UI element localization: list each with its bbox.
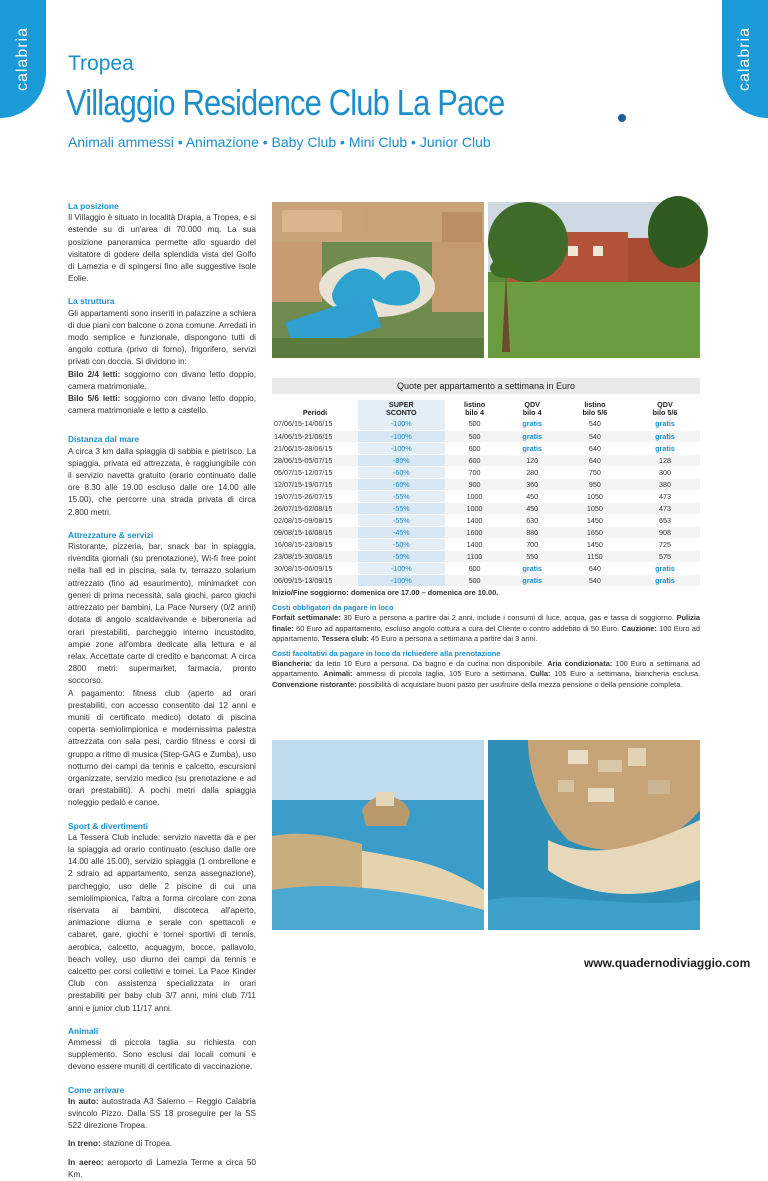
region-label: calabria — [14, 26, 31, 92]
table-cell: 21/06/15-28/06/15 — [272, 442, 358, 454]
coast-photo — [272, 740, 484, 930]
table-cell: 600 — [445, 442, 505, 454]
table-row — [272, 550, 700, 562]
table-cell: 500 — [445, 574, 505, 586]
table-cell: 500 — [445, 418, 505, 430]
table-cell: -50% — [358, 550, 445, 562]
table-cell: 540 — [560, 418, 630, 430]
price-table-caption: Quote per appartamento a settimana in Euro — [272, 378, 700, 394]
table-cell: gratis — [505, 418, 560, 430]
table-cell: 640 — [560, 562, 630, 574]
table-cell: 28/06/15-05/07/15 — [272, 454, 358, 466]
notes-section — [272, 588, 700, 690]
table-cell: 30/08/15-06/09/15 — [272, 562, 358, 574]
website-link[interactable]: www.quadernodiviaggio.com — [584, 956, 751, 970]
price-table-header: listino bilo 4 — [463, 400, 486, 417]
table-row — [272, 418, 700, 430]
table-row — [272, 466, 700, 478]
table-row — [272, 502, 700, 514]
table-cell: 908 — [630, 526, 700, 538]
table-cell: 1000 — [445, 502, 505, 514]
table-cell: 1050 — [560, 490, 630, 502]
table-cell: 12/07/15-19/07/15 — [272, 478, 358, 490]
section-text: La Tessera Club include: servizio navetta da e per la spiaggia ad orario continuato (escluso dalle ore 14.00 alle 15.00), servizio spiaggia (1 ombrellone e 2 sdraio ad appartamento, senza assegnazione), parcheggio, uso delle 2 piscine di cui una semiolimpionica, l'altra a forma circolare con zona riservata ai bambini, discoteca all'aperto, animazione diurna e serale con spettacoli e cabaret, gare, giochi e tornei sportivi di tennis, aerobica, calcetto, acquagym, bocce, pallavolo, beach volley, uso diurno dei campi da tennis e calcetto per corsi collettivi e tornei. La Pace Kinder Club con assistenza specializzata in orari prestabiliti per baby club 3/7 anni, mini club 7/11 anni e junior club 11/17 anni. — [68, 832, 256, 1013]
table-cell: 23/08/15-30/08/15 — [272, 550, 358, 562]
table-cell: 1050 — [560, 502, 630, 514]
section-title: La posizione — [68, 201, 119, 211]
page-subtitle: Animali ammessi • Animazione • Baby Club • Mini Club • Junior Club — [68, 134, 491, 150]
table-row — [272, 442, 700, 454]
table-cell: 540 — [560, 430, 630, 442]
table-cell: 630 — [505, 514, 560, 526]
section-title: Attrezzature & servizi — [68, 529, 154, 540]
section-text: Bilo 5/6 letti: soggiorno con divano letto doppio, camera matrimoniale e letto a castello. — [68, 394, 256, 416]
notes-text: Biancheria: da letto 10 Euro a persona. Da bagno e da cucina non disponibile. Aria condizionata: 100 Euro a settimana ad appartamento. Animali: ammessi di piccola taglia, 105 Euro a settimana. Culla: 105 Euro a settimana, biancheria esclusa. Convenzione ristorante: possibilità di acquistare buoni pasto per usufruire della mezza pensione o della pensione completa. — [272, 659, 700, 689]
table-cell: 700 — [445, 466, 505, 478]
pool-aerial-photo — [272, 202, 484, 358]
section-title: Sport & divertimenti — [68, 820, 149, 831]
table-cell: -60% — [358, 466, 445, 478]
table-cell: 1150 — [560, 550, 630, 562]
table-cell: -55% — [358, 502, 445, 514]
table-cell: -100% — [358, 430, 445, 442]
table-cell: 1600 — [445, 526, 505, 538]
table-row — [272, 490, 700, 502]
table-cell: 540 — [560, 574, 630, 586]
notes-title: Costi facoltativi da pagare in loco da richiedere alla prenotazione — [272, 649, 501, 659]
table-cell: 128 — [630, 454, 700, 466]
table-cell: gratis — [630, 574, 700, 586]
table-row — [272, 430, 700, 442]
section-text: Ristorante, pizzeria, bar, snack bar in spiaggia, rivendita giornali (su prenotazione), Wi-fi free point nella hall ed in piscina, sala tv, terrazzo solarium attrezzato (fino ad esaurimento), minimarket con generi di prima necessità, sala giochi, parco giochi attrezzato per bambini, La Pace Nursery (0/2 anni) dotata di angolo scaldavivande e biberoneria ad orari prestabiliti, parcheggio interno incustodito, ampie zone all'ombra dedicate alla lettura e al relax. Accettate carte di credito e bancomat. A circa 2800 metri: supermarket, farmacia, pronto soccorso. — [68, 542, 256, 686]
table-cell: 600 — [445, 562, 505, 574]
table-cell: 07/06/15-14/06/15 — [272, 418, 358, 430]
table-cell: 1000 — [445, 490, 505, 502]
table-cell: 1650 — [560, 526, 630, 538]
table-cell: 900 — [445, 478, 505, 490]
table-cell: 500 — [445, 430, 505, 442]
section-text: In aereo: aeroporto di Lamezia Terme a circa 50 Km. — [68, 1157, 256, 1179]
table-cell: -80% — [358, 454, 445, 466]
section-text: A circa 3 km dalla spiaggia di sabbia e pietrisco. La spiaggia, privata ed attrezzata, è raggiungibile con il servizio navetta gratuito (orario continuato dalle ore 8.30 alle 19.00 escluso dalle ore 14.00 alle 15.00), che percorre una strada privata di circa 2.800 metri. — [68, 446, 256, 517]
section-text: In treno: stazione di Tropea. — [68, 1139, 173, 1149]
section-title: Come arrivare — [68, 1084, 125, 1095]
notes-text: Forfait settimanale: 30 Euro a persona a partire dai 2 anni, include i consumi di luce, acqua, gas e tassa di soggiorno. Pulizia finale: 60 Euro ad appartamento, escluso angolo cottura a cura del Cliente o contro addebito di 50 Euro. Cauzione: 100 Euro ad appartamento. Tessera club: 45 Euro a persona a settimana a partire dai 3 anni. — [272, 613, 700, 643]
table-cell: 16/08/15-23/08/15 — [272, 538, 358, 550]
garden-photo — [488, 202, 700, 358]
table-cell: 300 — [630, 466, 700, 478]
stay-times: Inizio/Fine soggiorno: domenica ore 17.00 – domenica ore 10.00. — [272, 588, 499, 597]
calabria-map-icon — [596, 10, 706, 185]
table-cell: 280 — [505, 466, 560, 478]
region-tab-right — [722, 0, 768, 118]
table-cell: 1100 — [445, 550, 505, 562]
table-cell: 06/09/15-13/09/15 — [272, 574, 358, 586]
table-cell: 653 — [630, 514, 700, 526]
table-cell: 09/08/15-16/08/15 — [272, 526, 358, 538]
price-table-panel — [272, 378, 700, 587]
region-label: calabria — [736, 26, 753, 92]
table-cell: -100% — [358, 562, 445, 574]
table-cell: 575 — [630, 550, 700, 562]
table-cell: 880 — [505, 526, 560, 538]
table-cell: -50% — [358, 538, 445, 550]
table-cell: gratis — [505, 442, 560, 454]
price-table — [272, 400, 700, 587]
table-cell: 450 — [505, 490, 560, 502]
description-column — [68, 200, 256, 1181]
region-tab-left — [0, 0, 46, 118]
table-cell: gratis — [505, 430, 560, 442]
section-title: Animali — [68, 1025, 99, 1036]
table-cell: gratis — [630, 430, 700, 442]
table-cell: -100% — [358, 442, 445, 454]
city-name: Tropea — [68, 52, 134, 75]
table-cell: 700 — [505, 538, 560, 550]
section-text: Gli appartamenti sono inseriti in palazzine a schiera di due piani con balcone o zona comune. Arredati in modo semplice e funzionale, dispongono tutti di angolo cottura (privo di forno), frigorifero, servizi privati con doccia. Si dividono in: — [68, 308, 256, 367]
table-cell: 473 — [630, 490, 700, 502]
table-cell: -100% — [358, 418, 445, 430]
table-row — [272, 574, 700, 586]
section-text: Ammessi di piccola taglia su richiesta con supplemento. Sono esclusi dai locali comuni e devono essere muniti di certificato di vaccinazione. — [68, 1038, 256, 1072]
table-cell: -60% — [358, 478, 445, 490]
table-cell: gratis — [630, 562, 700, 574]
table-cell: 380 — [630, 478, 700, 490]
table-cell: 1450 — [560, 538, 630, 550]
section-title: La struttura — [68, 296, 115, 307]
table-cell: 473 — [630, 502, 700, 514]
table-cell: -55% — [358, 490, 445, 502]
table-row — [272, 514, 700, 526]
location-dot — [618, 114, 626, 122]
table-cell: 450 — [505, 502, 560, 514]
table-row — [272, 562, 700, 574]
town-aerial-photo — [488, 740, 700, 930]
table-cell: gratis — [505, 574, 560, 586]
section-text: Bilo 2/4 letti: soggiorno con divano letto doppio, camera matrimoniale. — [68, 369, 256, 391]
table-cell: 05/07/15-12/07/15 — [272, 466, 358, 478]
table-cell: 1400 — [445, 514, 505, 526]
table-row — [272, 526, 700, 538]
table-cell: -100% — [358, 574, 445, 586]
price-table-header: QDV bilo 4 — [522, 400, 542, 417]
table-cell: 950 — [560, 478, 630, 490]
price-table-header: SUPER SCONTO — [358, 400, 445, 418]
table-cell: 725 — [630, 538, 700, 550]
table-cell: 600 — [445, 454, 505, 466]
table-cell: 550 — [505, 550, 560, 562]
table-cell: 750 — [560, 466, 630, 478]
section-title: Distanza dal mare — [68, 434, 140, 445]
page-title: Villaggio Residence Club La Pace — [66, 82, 505, 123]
section-text: Il Villaggio è situato in località Drapia, a Tropea, e si estende su di un'area di 70.000 mq. La sua posizione panoramica permette allo sguardo del visitatore di godere della splendida vista del Golfo di Lamezia e di spingersi fino alle suggestive Isole Eolie. — [68, 213, 256, 284]
table-cell: 19/07/15-26/07/15 — [272, 490, 358, 502]
table-cell: 26/07/15-02/08/15 — [272, 502, 358, 514]
table-cell: 1400 — [445, 538, 505, 550]
price-table-header: QDV bilo 5/6 — [652, 400, 678, 417]
table-cell: 640 — [560, 442, 630, 454]
table-cell: gratis — [505, 562, 560, 574]
section-text: A pagamento: fitness club (aperto ad orari prestabiliti, con accesso consentito dai 12 anni e muniti di certificato medico) dotato di piscina coperta semiolimpionica e modernissima palestra attrezzata con sala pesi, cardio fitness e corsi di gruppo a ritmo di musica (Step-GAG e Zumba), uso notturno dei campi da tennis e calcetto, escursioni organizzate, servizio medico (su prenotazione e ad orari prestabiliti). A pochi metri dalla spiaggia noleggio pedalò e canoe. — [68, 688, 256, 808]
table-cell: 1450 — [560, 514, 630, 526]
table-cell: -55% — [358, 514, 445, 526]
table-cell: 02/08/15-09/08/15 — [272, 514, 358, 526]
price-table-header: listino bilo 5/6 — [582, 400, 608, 417]
table-cell: 14/06/15-21/06/15 — [272, 430, 358, 442]
price-table-header: Periodi — [302, 408, 328, 417]
table-cell: gratis — [630, 418, 700, 430]
table-row — [272, 454, 700, 466]
table-cell: -45% — [358, 526, 445, 538]
notes-title: Costi obbligatori da pagare in loco — [272, 603, 394, 613]
table-row — [272, 478, 700, 490]
table-cell: 640 — [560, 454, 630, 466]
table-cell: 360 — [505, 478, 560, 490]
section-text: In auto: autostrada A3 Salerno – Reggio Calabria svincolo Pizzo. Dalla SS 18 proseguire per la SS 522 direzione Tropea. — [68, 1096, 256, 1131]
table-cell: gratis — [630, 442, 700, 454]
table-row — [272, 538, 700, 550]
table-cell: 120 — [505, 454, 560, 466]
